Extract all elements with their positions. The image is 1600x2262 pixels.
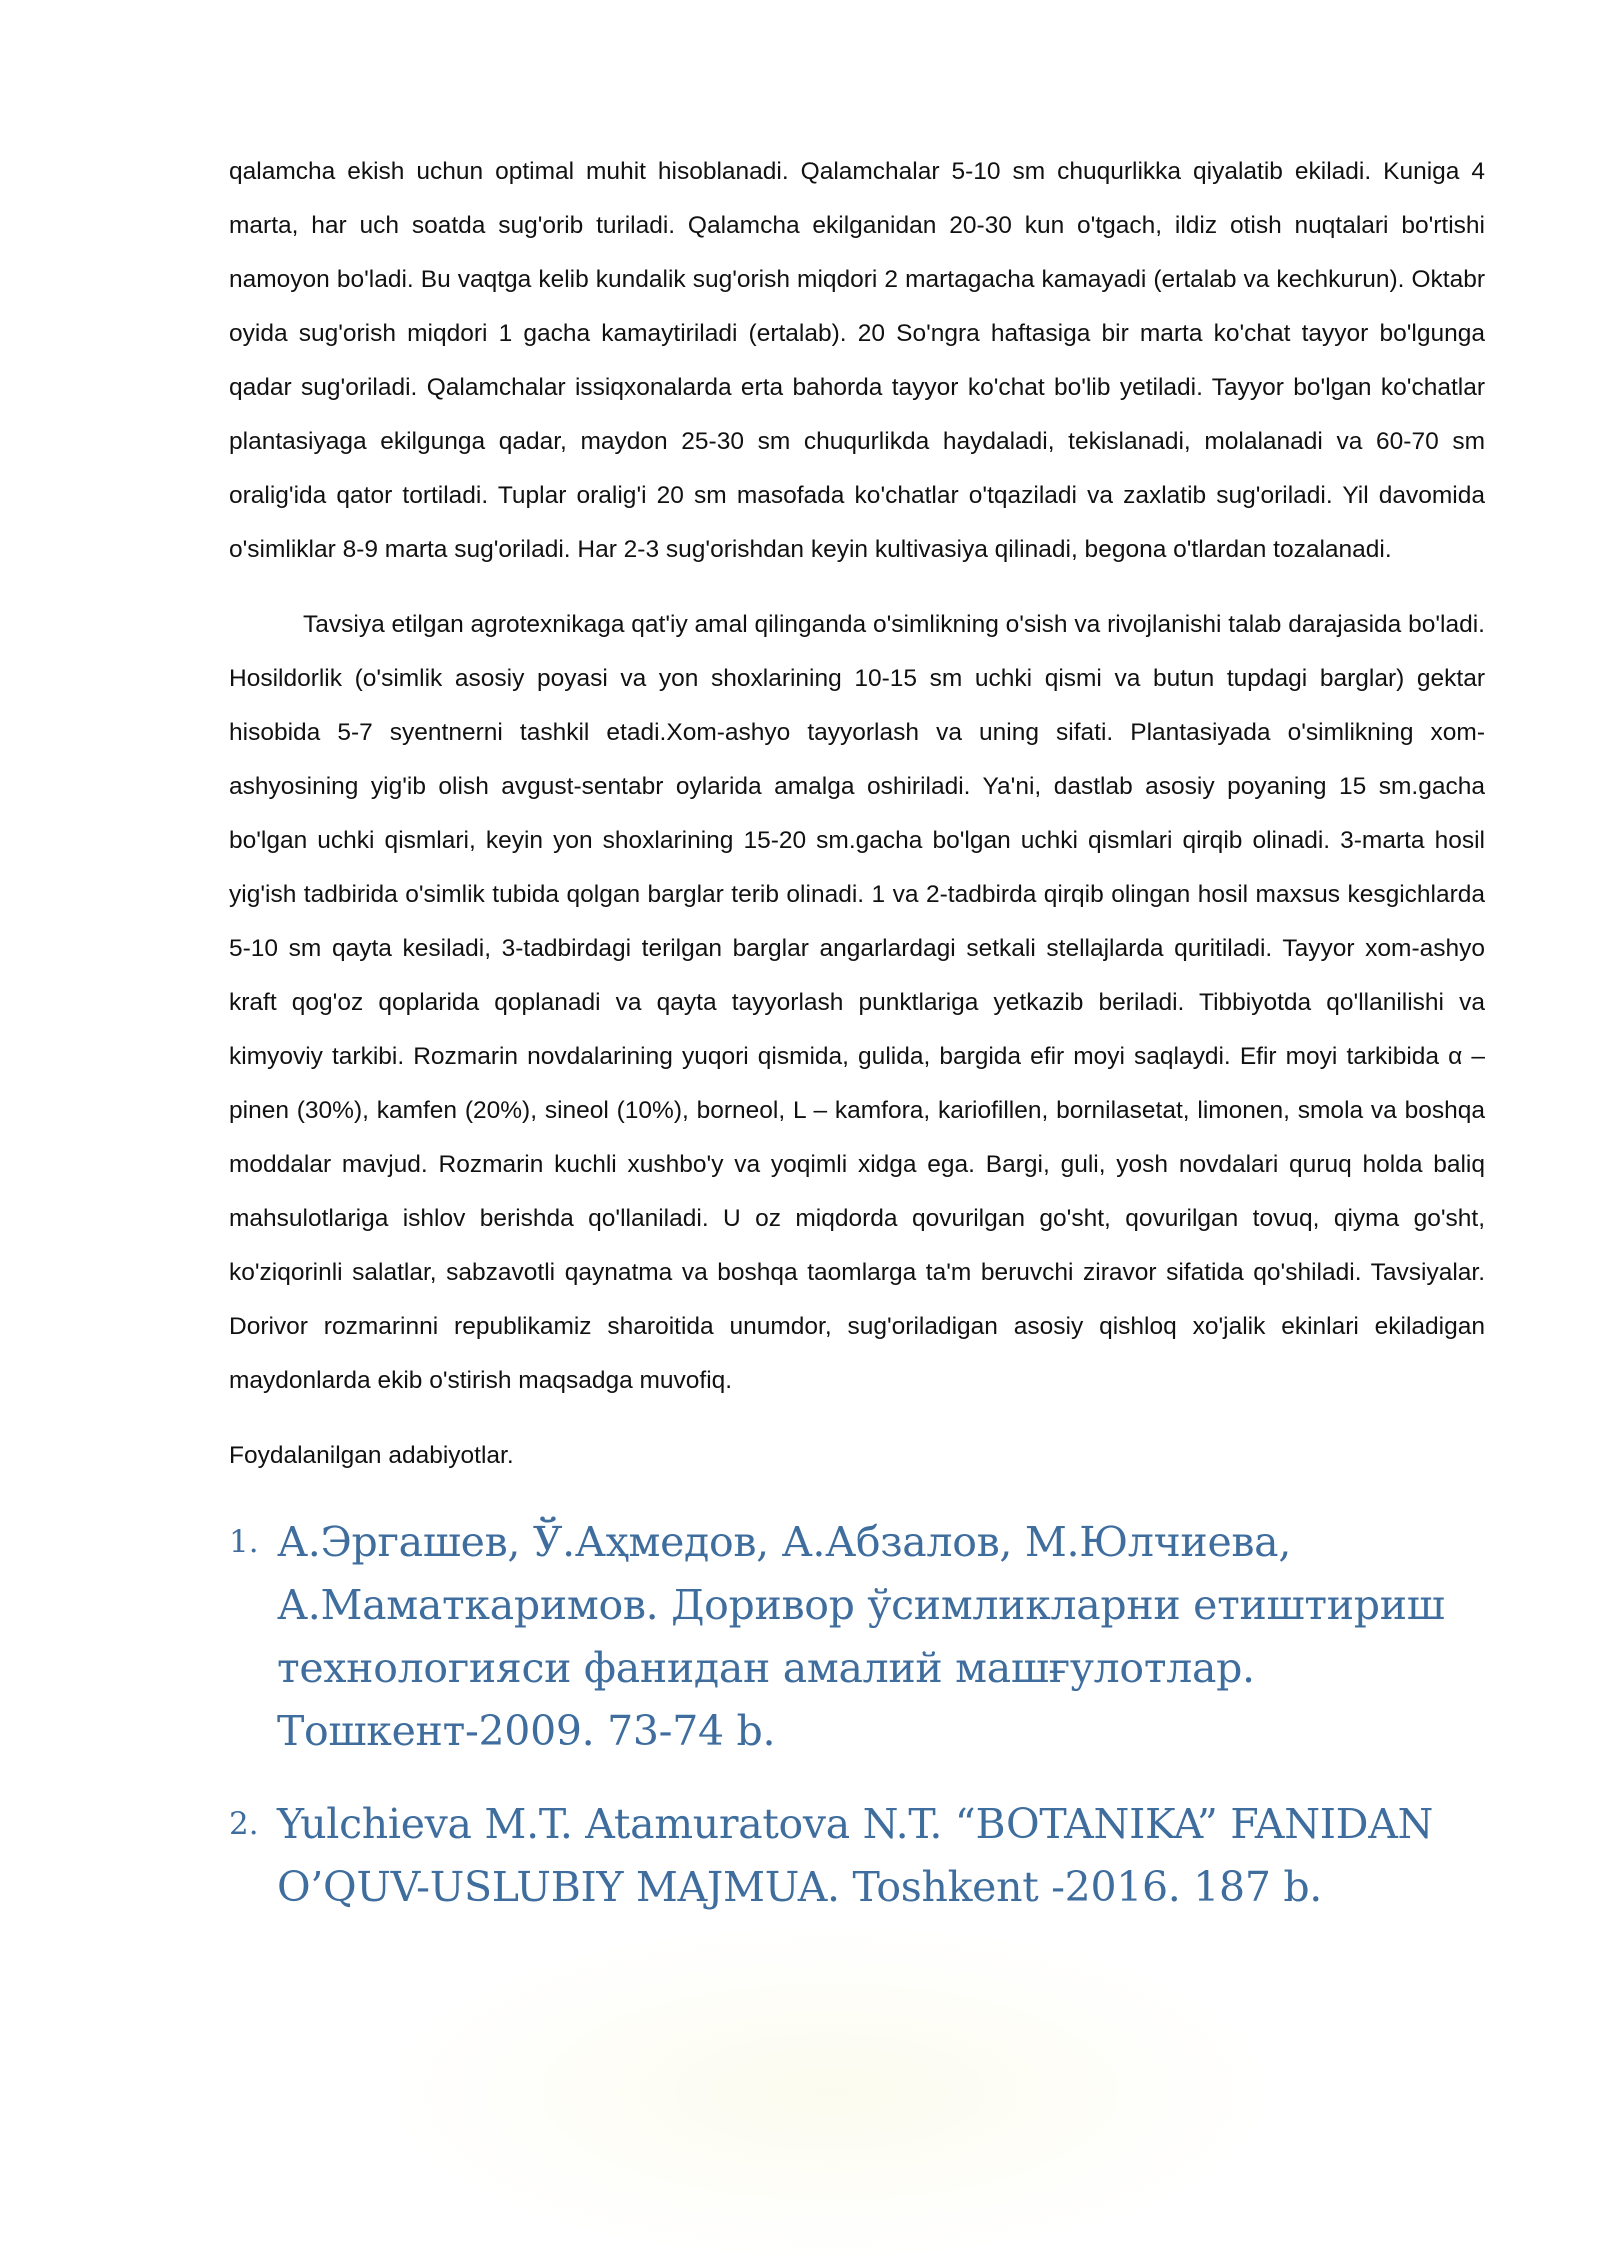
reference-item-2 [229, 1793, 1485, 1919]
reference-item-1 [229, 1511, 1485, 1763]
reference-text: Yulchieva M.T. Atamuratova N.T. “BOTANIKA” FANIDAN O’QUV-USLUBIY MAJMUA. Toshkent -2016. 187 b. [277, 1800, 1434, 1911]
references-heading: Foydalanilgan adabiyotlar. [229, 1442, 514, 1469]
reference-number: 2. [229, 1806, 259, 1842]
body-paragraph-1: qalamcha ekish uchun optimal muhit hisoblanadi. Qalamchalar 5-10 sm chuqurlikka qiyalatib ekiladi. Kuniga 4 marta, har uch soatda sug'orib turiladi. Qalamcha ekilganidan 20-30 kun o'tgach, ildiz otish nuqtalari bo'rtishi namoyon bo'ladi. Bu vaqtga kelib kundalik sug'orish miqdori 2 martagacha kamayadi (ertalab va kechkurun). Oktabr oyida sug'orish miqdori 1 gacha kamaytiriladi (ertalab). 20 So'ngra haftasiga bir marta ko'chat tayyor bo'lgunga qadar sug'oriladi. Qalamchalar issiqxonalarda erta bahorda tayyor ko'chat bo'lib yetiladi. Tayyor bo'lgan ko'chatlar plantasiyaga ekilgunga qadar, maydon 25-30 sm chuqurlikda haydaladi, tekislanadi, molalanadi va 60-70 sm oralig'ida qator tortiladi. Tuplar oralig'i 20 sm masofada ko'chatlar o'tqaziladi va zaxlatib sug'oriladi. Yil davomida o'simliklar 8-9 marta sug'oriladi. Har 2-3 sug'orishdan keyin kultivasiya qilinadi, begona o'tlardan tozalanadi. [229, 158, 1485, 563]
reference-text: А.Эргашев, Ў.Аҳмедов, А.Абзалов, М.Юлчиева, А.Маматкаримов. Доривор ўсимликларни етиштириш технологияси фанидан амалий машғулотлар. Тошкент-2009. 73-74 b. [277, 1518, 1445, 1755]
references-list [229, 1511, 1485, 1919]
reference-number: 1. [229, 1524, 259, 1560]
page-content [229, 145, 1485, 1949]
body-paragraph-2: Tavsiya etilgan agrotexnikaga qat'iy amal qilinganda o'simlikning o'sish va rivojlanishi talab darajasida bo'ladi. Hosildorlik (o'simlik asosiy poyasi va yon shoxlarining 10-15 sm uchki qismi va butun tupdagi barglar) gektar hisobida 5-7 syentnerni tashkil etadi.Xom-ashyo tayyorlash va uning sifati. Plantasiyada o'simlikning xom- ashyosining yig'ib olish avgust-sentabr oylarida amalga oshiriladi. Ya'ni, dastlab asosiy poyaning 15 sm.gacha bo'lgan uchki qismlari, keyin yon shoxlarining 15-20 sm.gacha bo'lgan uchki qismlari qirqib olinadi. 3-marta hosil yig'ish tadbirida o'simlik tubida qolgan barglar terib olinadi. 1 va 2-tadbirda qirqib olingan hosil maxsus kesgichlarda 5-10 sm qayta kesiladi, 3-tadbirdagi terilgan barglar angarlardagi setkali stellajlarda quritiladi. Tayyor xom-ashyo kraft qog'oz qoplarida qoplanadi va qayta tayyorlash punktlariga yetkazib beriladi. Tibbiyotda qo'llanilishi va kimyoviy tarkibi. Rozmarin novdalarining yuqori qismida, gulida, bargida efir moyi saqlaydi. Efir moyi tarkibida α – pinen (30%), kamfen (20%), sineol (10%), borneol, L – kamfora, kariofillen, bornilasetat, limonen, smola va boshqa moddalar mavjud. Rozmarin kuchli xushbo'y va yoqimli xidga ega. Bargi, guli, yosh novdalari quruq holda baliq mahsulotlariga ishlov berishda qo'llaniladi. U oz miqdorda qovurilgan go'sht, qovurilgan tovuq, qiyma go'sht, ko'ziqorinli salatlar, sabzavotli qaynatma va boshqa taomlarga ta'm beruvchi ziravor sifatida qo'shiladi. Tavsiyalar. Dorivor rozmarinni republikamiz sharoitida unumdor, sug'oriladigan asosiy qishloq xo'jalik ekinlari ekiladigan maydonlarda ekib o'stirish maqsadga muvofiq. [229, 611, 1485, 1394]
